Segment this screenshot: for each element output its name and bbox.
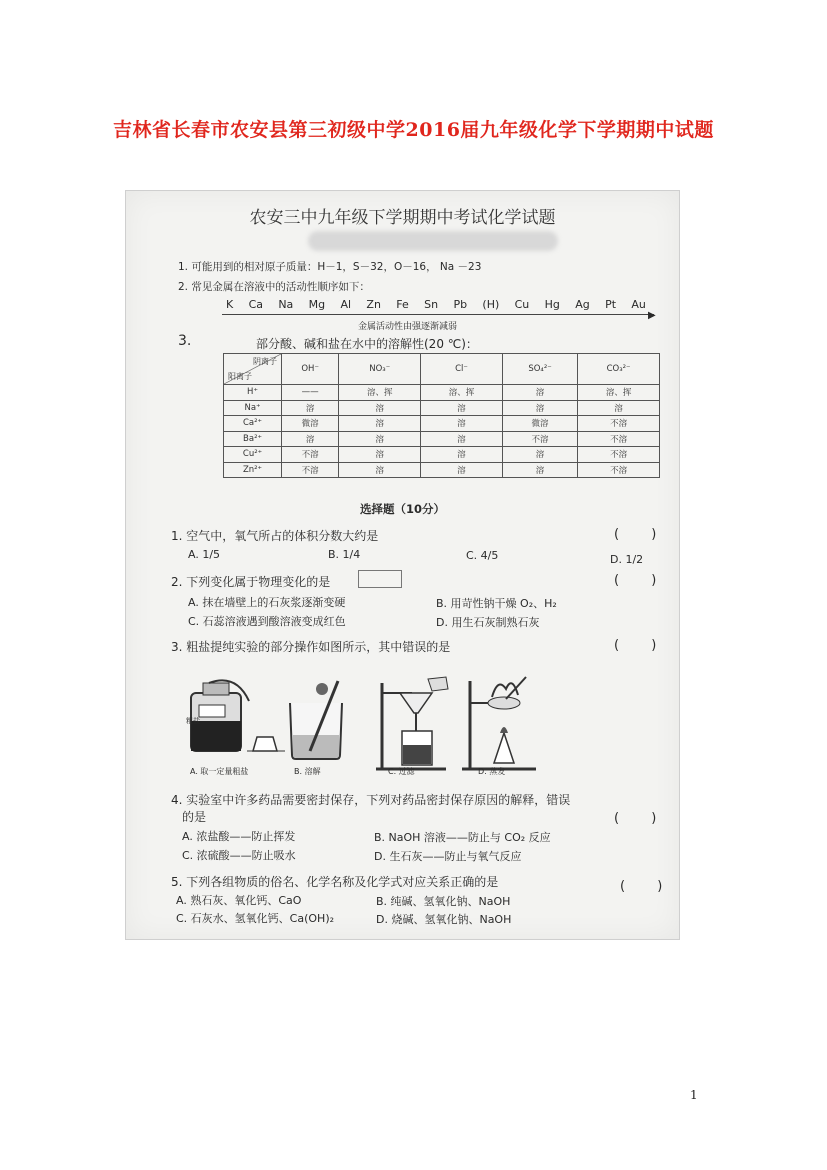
- table-cell: 不溶: [578, 431, 660, 447]
- table-cell: 不溶: [578, 447, 660, 463]
- table-cell: 溶: [502, 385, 577, 401]
- table-cell: 溶: [282, 400, 339, 416]
- q5-option-a: A. 熟石灰、氧化钙、CaO: [176, 894, 302, 907]
- metal: Pb: [453, 298, 468, 311]
- figure-d-caption: D. 蒸发: [478, 767, 506, 776]
- column-header: SO₄²⁻: [502, 354, 577, 385]
- figure-d-evaporation: [456, 673, 566, 783]
- row-header: Ba²⁺: [224, 431, 282, 447]
- question-4-stem: 4. 实验室中许多药品需要密封保存，下列对药品密封保存原因的解释，错误: [171, 793, 571, 807]
- table-cell: 溶: [421, 431, 503, 447]
- row-header: Ca²⁺: [224, 416, 282, 432]
- table-cell: 溶、挥: [578, 385, 660, 401]
- answer-paren: ( ): [614, 811, 671, 826]
- figure-c-caption: C. 过滤: [388, 767, 415, 776]
- table-row: [224, 447, 660, 463]
- metal: Hg: [544, 298, 560, 311]
- table-cell: 溶: [502, 400, 577, 416]
- table-title: 部分酸、碱和盐在水中的溶解性(20 ℃)：: [256, 337, 478, 351]
- q1-option-a: A. 1/5: [188, 548, 221, 561]
- activity-trend-label: 金属活动性由强逐渐减弱: [358, 322, 458, 332]
- table-cell: 不溶: [578, 416, 660, 432]
- metal: Ag: [575, 298, 590, 311]
- table-row: [224, 416, 660, 432]
- metal: Au: [631, 298, 646, 311]
- q2-option-b: B. 用苛性钠干燥 O₂、H₂: [436, 597, 557, 610]
- metal-activity-series: [226, 298, 646, 311]
- q4-option-a: A. 浓盐酸——防止挥发: [182, 830, 296, 843]
- table-cell: 溶: [339, 462, 421, 478]
- question-1-stem: 1. 空气中，氧气所占的体积分数大约是: [171, 529, 379, 543]
- section-heading: 选择题（10分）: [359, 502, 445, 516]
- metal: Sn: [424, 298, 439, 311]
- answer-paren: ( ): [614, 638, 671, 653]
- metal: Mg: [308, 298, 326, 311]
- metal: (H): [482, 298, 500, 311]
- table-cell: 溶: [421, 400, 503, 416]
- table-cell: 不溶: [502, 431, 577, 447]
- q4-option-b: B. NaOH 溶液——防止与 CO₂ 反应: [374, 831, 551, 844]
- solubility-table: [223, 353, 660, 478]
- metal: Pt: [605, 298, 617, 311]
- q4-option-d: D. 生石灰——防止与氧气反应: [374, 850, 522, 863]
- blurred-region: [308, 231, 558, 251]
- table-cell: 溶: [339, 400, 421, 416]
- page-number: 1: [690, 1088, 698, 1102]
- answer-paren: ( ): [614, 527, 671, 542]
- metal: Na: [278, 298, 294, 311]
- column-header: CO₃²⁻: [578, 354, 660, 385]
- table-cell: 溶: [421, 447, 503, 463]
- answer-paren: ( ): [620, 879, 677, 894]
- table-cell: 溶: [421, 462, 503, 478]
- table-cell: 溶、挥: [339, 385, 421, 401]
- table-row: [224, 462, 660, 478]
- metal: Fe: [396, 298, 409, 311]
- atomic-mass-line: 1. 可能用到的相对原子质量：H－1，S－32，O－16， Na －23: [178, 261, 482, 273]
- label-salt: 粗盐: [186, 717, 200, 725]
- table-cell: 溶: [502, 447, 577, 463]
- metal: K: [226, 298, 234, 311]
- column-header: OH⁻: [282, 354, 339, 385]
- table-cell: 溶、挥: [421, 385, 503, 401]
- table-cell: ——: [282, 385, 339, 401]
- question-3-stem: 3. 粗盐提纯实验的部分操作如图所示，其中错误的是: [171, 640, 451, 654]
- q2-option-a: A. 抹在墙壁上的石灰浆逐渐变硬: [188, 596, 346, 609]
- answer-box: [358, 570, 402, 588]
- table-number: 3.: [178, 333, 192, 349]
- arrow-head-icon: ▶: [648, 310, 656, 321]
- anion-label: 阴离子: [253, 357, 277, 366]
- metal: Cu: [514, 298, 530, 311]
- table-row: [224, 431, 660, 447]
- q1-option-d: D. 1/2: [610, 553, 644, 566]
- row-header: H⁺: [224, 385, 282, 401]
- table-cell: 微溶: [502, 416, 577, 432]
- row-header: Cu²⁺: [224, 447, 282, 463]
- q4-option-c: C. 浓硫酸——防止吸水: [182, 849, 296, 862]
- table-cell: 不溶: [282, 447, 339, 463]
- q5-option-c: C. 石灰水、氢氧化钙、Ca(OH)₂: [176, 912, 335, 925]
- question-4-stem-cont: 的是: [182, 810, 207, 824]
- table-cell: 不溶: [282, 462, 339, 478]
- table-cell: 不溶: [578, 462, 660, 478]
- table-cell: 溶: [339, 416, 421, 432]
- q1-option-b: B. 1/4: [328, 548, 361, 561]
- exam-title: 农安三中九年级下学期期中考试化学试题: [249, 208, 556, 228]
- table-cell: 溶: [282, 431, 339, 447]
- activity-arrow-line: [222, 314, 654, 315]
- table-cell: 溶: [339, 431, 421, 447]
- table-cell: 溶: [421, 416, 503, 432]
- table-header-row: [224, 354, 660, 385]
- q1-option-c: C. 4/5: [466, 549, 499, 562]
- document-title: 吉林省长春市农安县第三初级中学2016届九年级化学下学期期中试题: [113, 119, 714, 141]
- answer-paren: ( ): [614, 573, 671, 588]
- scanned-exam-image: [125, 190, 680, 940]
- table-row: [224, 385, 660, 401]
- activity-series-intro: 2. 常见金属在溶液中的活动性顺序如下：: [178, 281, 370, 293]
- cation-label: 阳离子: [228, 372, 252, 381]
- metal: Al: [340, 298, 352, 311]
- table-corner: [224, 354, 282, 385]
- figure-b-caption: B. 溶解: [294, 767, 321, 776]
- question-5-stem: 5. 下列各组物质的俗名、化学名称及化学式对应关系正确的是: [171, 875, 499, 889]
- row-header: Zn²⁺: [224, 462, 282, 478]
- column-header: Cl⁻: [421, 354, 503, 385]
- question-2-stem: 2. 下列变化属于物理变化的是: [171, 575, 331, 589]
- q2-option-c: C. 石蕊溶液遇到酸溶液变成红色: [188, 615, 346, 628]
- figure-a-caption: A. 取一定量粗盐: [190, 767, 249, 776]
- metal: Ca: [248, 298, 263, 311]
- table-row: [224, 400, 660, 416]
- metal: Zn: [366, 298, 381, 311]
- table-cell: 微溶: [282, 416, 339, 432]
- table-cell: 溶: [578, 400, 660, 416]
- q2-option-d: D. 用生石灰制熟石灰: [436, 616, 540, 629]
- column-header: NO₃⁻: [339, 354, 421, 385]
- table-cell: 溶: [502, 462, 577, 478]
- row-header: Na⁺: [224, 400, 282, 416]
- table-cell: 溶: [339, 447, 421, 463]
- q5-option-d: D. 烧碱、氢氧化钠、NaOH: [376, 913, 512, 926]
- q5-option-b: B. 纯碱、氢氧化钠、NaOH: [376, 895, 511, 908]
